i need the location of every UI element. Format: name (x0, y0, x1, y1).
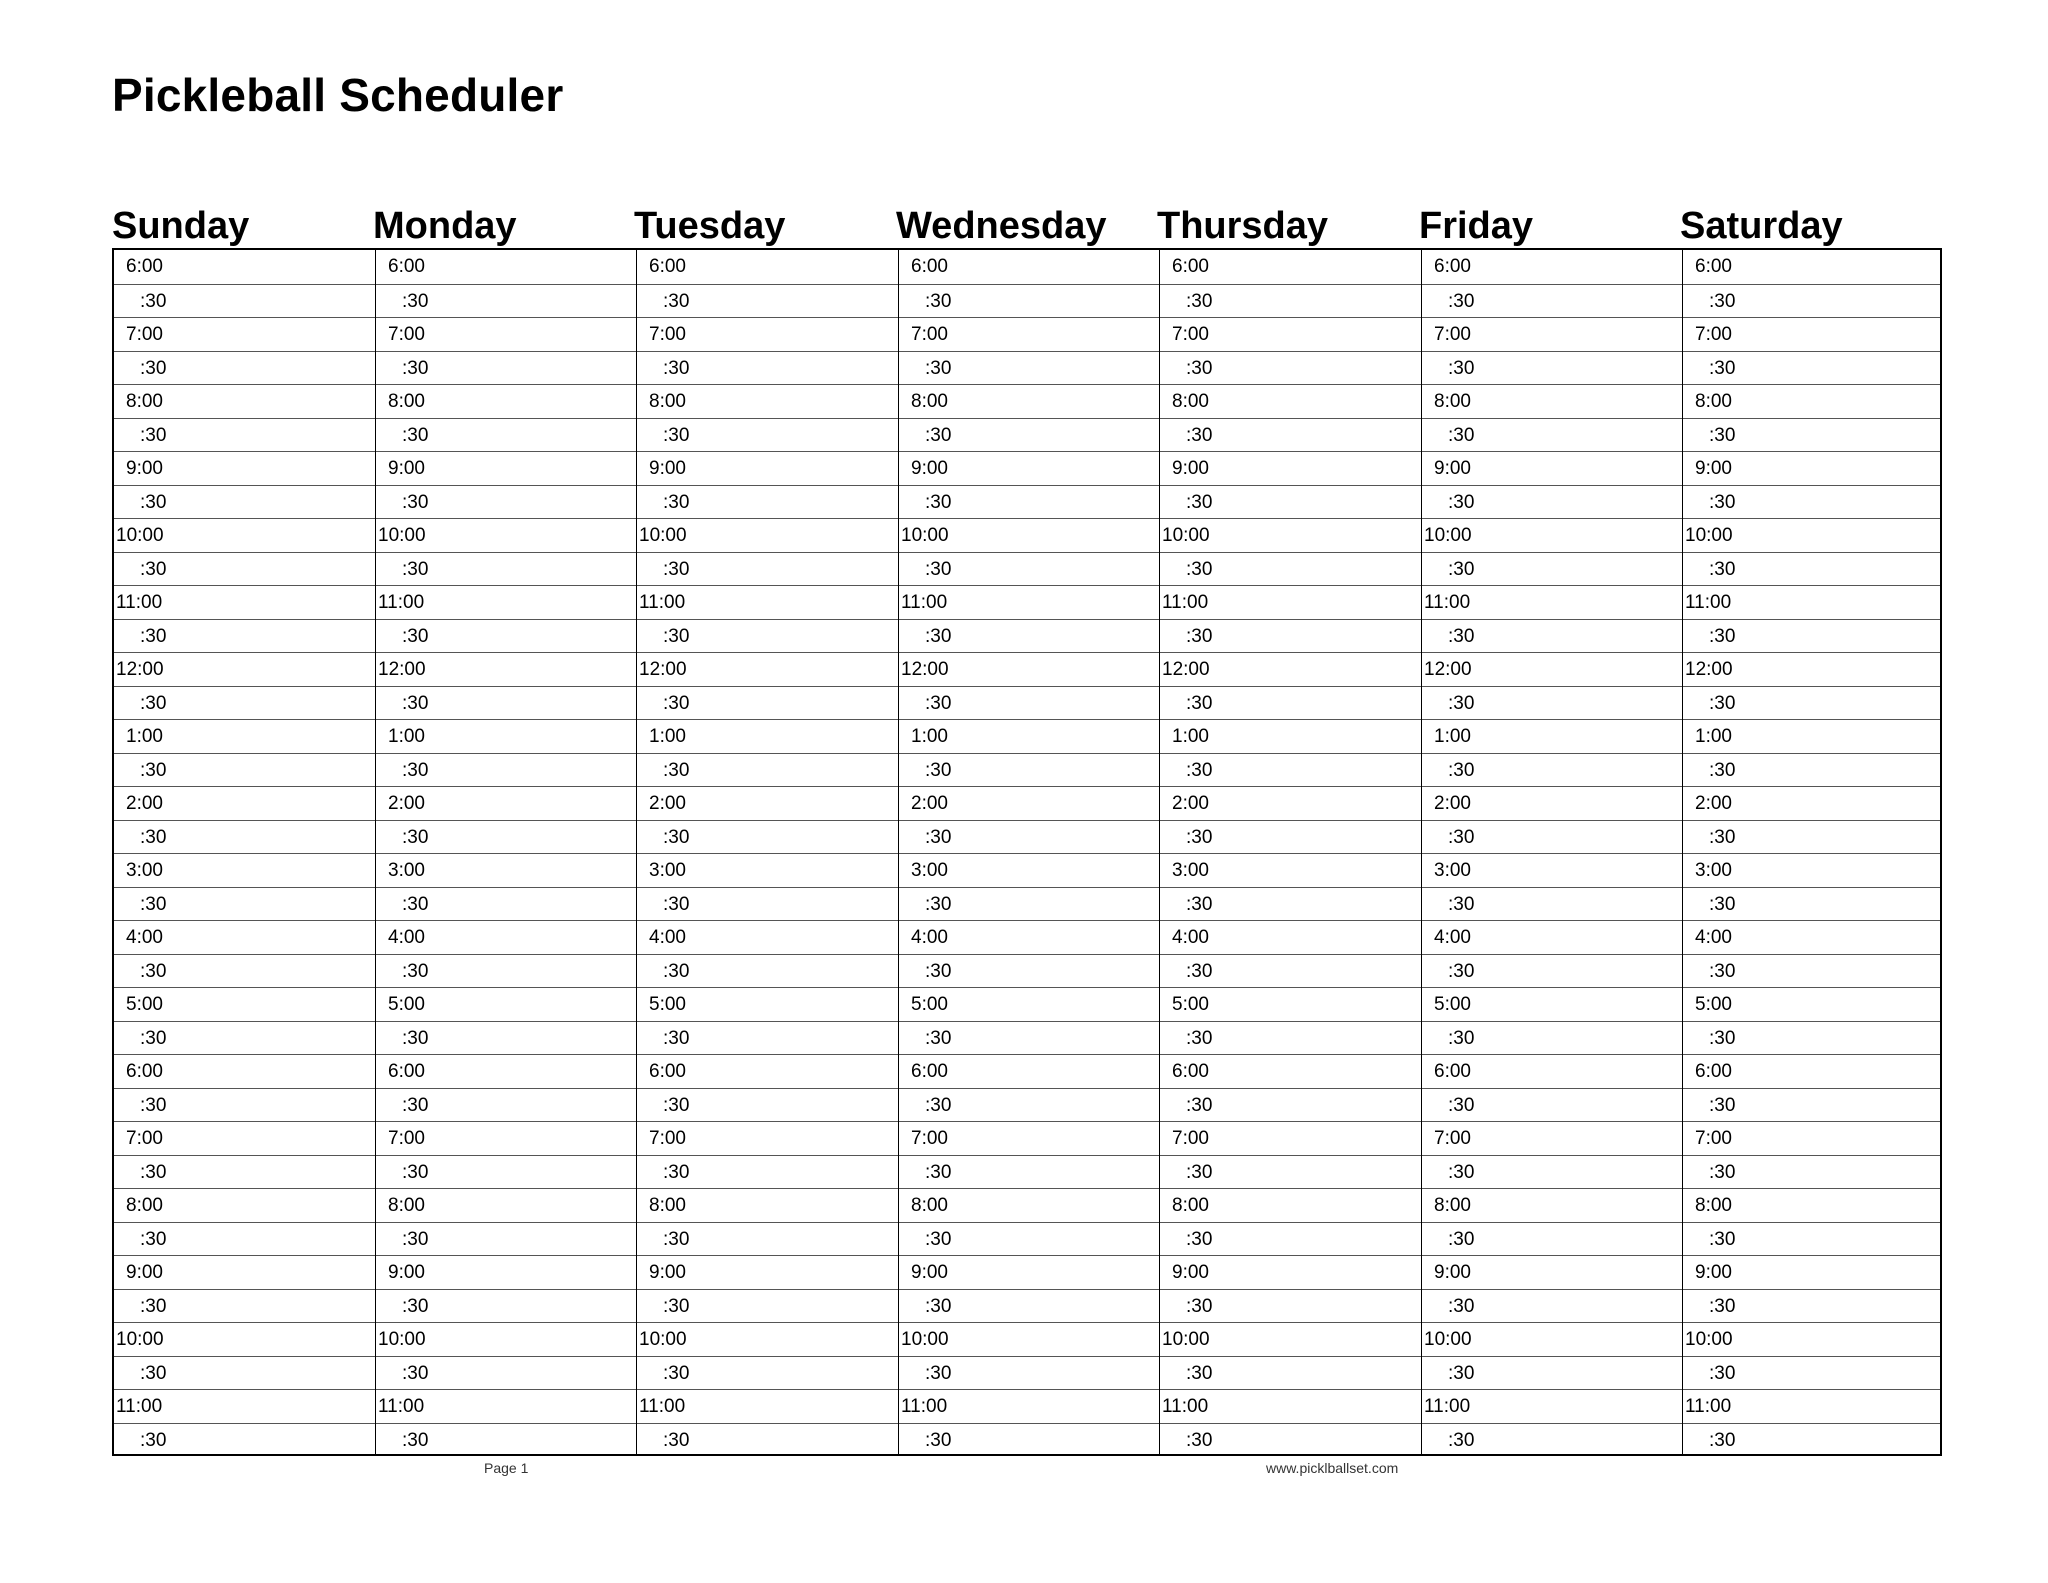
time-slot-cell[interactable]: 11:00 (1422, 1389, 1682, 1423)
time-slot-cell[interactable]: 8:00 (637, 1188, 898, 1222)
time-slot-cell[interactable]: :30 (899, 1021, 1159, 1055)
time-slot-cell[interactable]: 6:00 (114, 1054, 375, 1088)
time-slot-cell[interactable]: 2:00 (114, 786, 375, 820)
time-slot-cell[interactable]: :30 (899, 887, 1159, 921)
time-slot-cell[interactable]: :30 (637, 1423, 898, 1457)
day-header-friday: Friday (1419, 205, 1534, 247)
time-slot-cell[interactable]: 11:00 (1160, 1389, 1421, 1423)
time-slot-cell[interactable]: :30 (637, 1155, 898, 1189)
time-slot-cell[interactable]: 1:00 (1683, 719, 1940, 753)
time-slot-cell[interactable]: 6:00 (1172, 256, 1209, 277)
time-slot-cell[interactable]: :30 (114, 485, 375, 519)
time-slot-cell[interactable]: 11:00 (1683, 1389, 1940, 1423)
time-slot-cell[interactable]: 10:00 (899, 1322, 1159, 1356)
time-slot-cell[interactable]: :30 (1683, 954, 1940, 988)
time-slot-cell[interactable]: :30 (637, 1021, 898, 1055)
time-slot-cell[interactable]: :30 (899, 619, 1159, 653)
time-slot-cell[interactable]: :30 (1160, 820, 1421, 854)
time-slot-cell[interactable]: 9:00 (114, 451, 375, 485)
time-slot-cell[interactable]: :30 (114, 1356, 375, 1390)
time-slot-cell[interactable]: 5:00 (1422, 987, 1682, 1021)
time-slot-cell[interactable]: 1:00 (1422, 719, 1682, 753)
time-slot-cell[interactable]: :30 (376, 1289, 636, 1323)
time-slot-cell[interactable]: 11:00 (637, 585, 898, 619)
time-slot-cell[interactable]: 10:00 (1683, 1322, 1940, 1356)
time-slot-cell[interactable]: :30 (114, 887, 375, 921)
time-slot-cell[interactable]: 3:00 (1160, 853, 1421, 887)
time-slot-cell[interactable]: :30 (1422, 1289, 1682, 1323)
time-slot-cell[interactable]: 4:00 (637, 920, 898, 954)
time-slot-cell[interactable]: :30 (637, 552, 898, 586)
time-slot-cell[interactable]: :30 (637, 619, 898, 653)
time-slot-cell[interactable]: 7:00 (1683, 1121, 1940, 1155)
time-slot-cell[interactable]: :30 (1683, 1356, 1940, 1390)
time-slot-cell[interactable]: :30 (114, 552, 375, 586)
time-slot-cell[interactable]: 7:00 (376, 1121, 636, 1155)
time-slot-cell[interactable]: :30 (1160, 954, 1421, 988)
day-column-sunday (114, 250, 375, 1454)
time-slot-cell[interactable]: :30 (114, 1021, 375, 1055)
time-slot-cell[interactable]: :30 (899, 1088, 1159, 1122)
page-number: Page 1 (484, 1460, 529, 1476)
time-slot-cell[interactable]: 12:00 (899, 652, 1159, 686)
time-slot-cell[interactable]: 9:00 (376, 1255, 636, 1289)
time-slot-cell[interactable]: 10:00 (376, 1322, 636, 1356)
time-slot-cell[interactable]: 10:00 (1160, 1322, 1421, 1356)
time-slot-cell[interactable]: 10:00 (1422, 518, 1682, 552)
time-slot-cell[interactable]: 7:00 (1683, 317, 1940, 351)
time-slot-cell[interactable]: :30 (114, 954, 375, 988)
time-slot-cell[interactable]: :30 (1683, 1088, 1940, 1122)
time-slot-cell[interactable]: :30 (376, 887, 636, 921)
time-slot-cell[interactable]: 6:00 (1695, 256, 1732, 277)
time-slot-cell[interactable]: :30 (114, 1222, 375, 1256)
time-slot-cell[interactable]: 2:00 (376, 786, 636, 820)
time-slot-cell[interactable]: :30 (1160, 1222, 1421, 1256)
time-slot-cell[interactable]: 9:00 (1683, 451, 1940, 485)
time-slot-cell[interactable]: 7:00 (1160, 317, 1421, 351)
time-slot-cell[interactable]: :30 (1422, 1088, 1682, 1122)
time-slot-cell[interactable]: 7:00 (114, 1121, 375, 1155)
time-slot-cell[interactable]: 12:00 (1683, 652, 1940, 686)
time-slot-cell[interactable]: 8:00 (1160, 384, 1421, 418)
time-slot-cell[interactable]: 9:00 (637, 1255, 898, 1289)
time-slot-cell[interactable]: 10:00 (637, 1322, 898, 1356)
time-slot-cell[interactable]: :30 (899, 1289, 1159, 1323)
day-column-thursday (1159, 250, 1421, 1454)
time-slot-cell[interactable]: :30 (1422, 753, 1682, 787)
time-slot-cell[interactable]: 5:00 (114, 987, 375, 1021)
time-slot-cell[interactable]: 6:00 (649, 256, 686, 277)
time-slot-cell[interactable]: :30 (1422, 686, 1682, 720)
time-slot-cell[interactable]: 11:00 (1422, 585, 1682, 619)
time-slot-cell[interactable]: 9:00 (1422, 451, 1682, 485)
time-slot-cell[interactable]: 11:00 (114, 585, 375, 619)
time-slot-cell[interactable]: 11:00 (114, 1389, 375, 1423)
time-slot-cell[interactable]: 7:00 (899, 317, 1159, 351)
time-slot-cell[interactable]: :30 (1683, 686, 1940, 720)
time-slot-cell[interactable]: 12:00 (1160, 652, 1421, 686)
time-slot-cell[interactable]: 5:00 (899, 987, 1159, 1021)
time-slot-cell[interactable]: 6:00 (1422, 1054, 1682, 1088)
time-slot-cell[interactable]: 2:00 (899, 786, 1159, 820)
time-slot-cell[interactable]: 7:00 (637, 317, 898, 351)
time-slot-cell[interactable]: :30 (1683, 351, 1940, 385)
time-slot-cell[interactable]: :30 (637, 284, 898, 318)
time-slot-cell[interactable]: 1:00 (1160, 719, 1421, 753)
day-column-saturday (1682, 250, 1940, 1454)
time-slot-cell[interactable]: :30 (637, 485, 898, 519)
time-slot-cell[interactable]: 4:00 (1160, 920, 1421, 954)
time-slot-cell[interactable]: :30 (1683, 284, 1940, 318)
time-slot-cell[interactable]: :30 (1683, 887, 1940, 921)
time-slot-cell[interactable]: :30 (114, 820, 375, 854)
time-slot-cell[interactable]: 8:00 (899, 384, 1159, 418)
time-slot-cell[interactable]: :30 (1683, 820, 1940, 854)
time-slot-cell[interactable]: :30 (376, 1021, 636, 1055)
day-column-wednesday (898, 250, 1159, 1454)
time-slot-cell[interactable]: :30 (899, 686, 1159, 720)
time-slot-cell[interactable]: :30 (376, 619, 636, 653)
time-slot-cell[interactable]: 12:00 (637, 652, 898, 686)
time-slot-cell[interactable]: :30 (1683, 485, 1940, 519)
time-slot-cell[interactable]: 4:00 (899, 920, 1159, 954)
time-slot-cell[interactable]: :30 (1422, 820, 1682, 854)
time-slot-cell[interactable]: 11:00 (1683, 585, 1940, 619)
time-slot-cell[interactable]: :30 (1160, 1423, 1421, 1457)
time-slot-cell[interactable]: 9:00 (1422, 1255, 1682, 1289)
time-slot-cell[interactable]: :30 (899, 820, 1159, 854)
time-slot-cell[interactable]: 9:00 (1160, 451, 1421, 485)
time-slot-cell[interactable]: 3:00 (637, 853, 898, 887)
time-slot-cell[interactable]: :30 (899, 552, 1159, 586)
time-slot-cell[interactable]: :30 (1683, 753, 1940, 787)
time-slot-cell[interactable]: :30 (1683, 418, 1940, 452)
time-slot-cell[interactable]: :30 (376, 1088, 636, 1122)
time-slot-cell[interactable]: 5:00 (1160, 987, 1421, 1021)
time-slot-cell[interactable]: 2:00 (637, 786, 898, 820)
time-slot-cell[interactable]: :30 (1160, 619, 1421, 653)
time-slot-cell[interactable]: 10:00 (1160, 518, 1421, 552)
time-slot-cell[interactable]: 10:00 (637, 518, 898, 552)
time-slot-cell[interactable]: :30 (1422, 954, 1682, 988)
day-header-row (112, 204, 1942, 248)
time-slot-cell[interactable]: 2:00 (1422, 786, 1682, 820)
time-slot-cell[interactable]: 9:00 (637, 451, 898, 485)
time-slot-cell[interactable]: :30 (376, 820, 636, 854)
time-slot-cell[interactable]: :30 (899, 1155, 1159, 1189)
time-slot-cell[interactable]: :30 (637, 1289, 898, 1323)
time-slot-cell[interactable]: :30 (1160, 1289, 1421, 1323)
time-slot-cell[interactable]: :30 (114, 1423, 375, 1457)
time-slot-cell[interactable]: :30 (376, 351, 636, 385)
time-slot-cell[interactable]: 7:00 (1422, 1121, 1682, 1155)
time-slot-cell[interactable]: 8:00 (1422, 1188, 1682, 1222)
time-slot-cell[interactable]: 1:00 (637, 719, 898, 753)
time-slot-cell[interactable]: :30 (1160, 1155, 1421, 1189)
time-slot-cell[interactable]: 10:00 (1683, 518, 1940, 552)
time-slot-cell[interactable]: :30 (1422, 1356, 1682, 1390)
day-column-monday (375, 250, 636, 1454)
time-slot-cell[interactable]: 5:00 (637, 987, 898, 1021)
time-slot-cell[interactable]: :30 (1160, 351, 1421, 385)
time-slot-cell[interactable]: :30 (1422, 418, 1682, 452)
time-slot-cell[interactable]: :30 (637, 753, 898, 787)
time-slot-cell[interactable]: 2:00 (1160, 786, 1421, 820)
time-slot-cell[interactable]: :30 (1683, 552, 1940, 586)
time-slot-cell[interactable]: :30 (1422, 1155, 1682, 1189)
time-slot-cell[interactable]: 8:00 (899, 1188, 1159, 1222)
time-slot-cell[interactable]: :30 (637, 954, 898, 988)
time-slot-cell[interactable]: 8:00 (1683, 1188, 1940, 1222)
day-header-monday: Monday (373, 205, 517, 247)
time-slot-cell[interactable]: :30 (114, 1088, 375, 1122)
time-slot-cell[interactable]: 12:00 (1422, 652, 1682, 686)
time-slot-cell[interactable]: :30 (637, 686, 898, 720)
day-column-friday (1421, 250, 1682, 1454)
time-slot-cell[interactable]: 4:00 (1422, 920, 1682, 954)
time-slot-cell[interactable]: :30 (1683, 1289, 1940, 1323)
time-slot-cell[interactable]: 2:00 (1683, 786, 1940, 820)
time-slot-cell[interactable]: :30 (899, 954, 1159, 988)
time-slot-cell[interactable]: :30 (1160, 686, 1421, 720)
time-slot-cell[interactable]: 12:00 (376, 652, 636, 686)
time-slot-cell[interactable]: 11:00 (1160, 585, 1421, 619)
time-slot-cell[interactable]: 11:00 (899, 585, 1159, 619)
day-column-tuesday (636, 250, 898, 1454)
time-slot-cell[interactable]: :30 (114, 1289, 375, 1323)
time-slot-cell[interactable]: 4:00 (114, 920, 375, 954)
time-slot-cell[interactable]: 8:00 (1160, 1188, 1421, 1222)
time-slot-cell[interactable]: :30 (899, 1222, 1159, 1256)
time-slot-cell[interactable]: :30 (114, 351, 375, 385)
time-slot-cell[interactable]: :30 (376, 418, 636, 452)
time-slot-cell[interactable]: 6:00 (911, 256, 948, 277)
time-slot-cell[interactable]: 11:00 (376, 585, 636, 619)
time-slot-cell[interactable]: 6:00 (1434, 256, 1471, 277)
time-slot-cell[interactable]: :30 (376, 485, 636, 519)
time-slot-cell[interactable]: 6:00 (126, 256, 163, 277)
time-slot-cell[interactable]: 6:00 (637, 1054, 898, 1088)
time-slot-cell[interactable]: :30 (376, 1423, 636, 1457)
time-slot-cell[interactable]: :30 (376, 1356, 636, 1390)
time-slot-cell[interactable]: :30 (1683, 1021, 1940, 1055)
time-slot-cell[interactable]: 10:00 (376, 518, 636, 552)
time-slot-cell[interactable]: 10:00 (1422, 1322, 1682, 1356)
time-slot-cell[interactable]: :30 (376, 552, 636, 586)
time-slot-cell[interactable]: 8:00 (637, 384, 898, 418)
page-title: Pickleball Scheduler (112, 69, 564, 121)
time-slot-cell[interactable]: :30 (376, 1155, 636, 1189)
time-slot-cell[interactable]: :30 (899, 753, 1159, 787)
time-slot-cell[interactable]: :30 (637, 820, 898, 854)
day-header-sunday: Sunday (112, 205, 250, 247)
time-slot-cell[interactable]: 8:00 (114, 1188, 375, 1222)
time-slot-cell[interactable]: 7:00 (899, 1121, 1159, 1155)
time-slot-cell[interactable]: 6:00 (1683, 1054, 1940, 1088)
time-slot-cell[interactable]: 12:00 (114, 652, 375, 686)
time-slot-cell[interactable]: :30 (1422, 284, 1682, 318)
time-slot-cell[interactable]: :30 (899, 418, 1159, 452)
time-slot-cell[interactable]: :30 (114, 284, 375, 318)
time-slot-cell[interactable]: 10:00 (899, 518, 1159, 552)
time-slot-cell[interactable]: :30 (114, 418, 375, 452)
time-slot-cell[interactable]: :30 (114, 1155, 375, 1189)
time-slot-cell[interactable]: :30 (1422, 887, 1682, 921)
time-slot-cell[interactable]: :30 (1160, 753, 1421, 787)
time-slot-cell[interactable]: :30 (1422, 1222, 1682, 1256)
time-slot-cell[interactable]: :30 (637, 418, 898, 452)
time-slot-cell[interactable]: 11:00 (637, 1389, 898, 1423)
time-slot-cell[interactable]: :30 (637, 887, 898, 921)
time-slot-cell[interactable]: 7:00 (1160, 1121, 1421, 1155)
time-slot-cell[interactable]: 6:00 (899, 1054, 1159, 1088)
time-slot-cell[interactable]: 3:00 (114, 853, 375, 887)
time-slot-cell[interactable]: 9:00 (899, 451, 1159, 485)
time-slot-cell[interactable]: 11:00 (899, 1389, 1159, 1423)
time-slot-cell[interactable]: 1:00 (899, 719, 1159, 753)
day-header-tuesday: Tuesday (634, 205, 786, 247)
time-slot-cell[interactable]: :30 (1422, 1423, 1682, 1457)
time-slot-cell[interactable]: :30 (899, 485, 1159, 519)
time-slot-cell[interactable]: 1:00 (114, 719, 375, 753)
time-slot-cell[interactable]: 9:00 (1683, 1255, 1940, 1289)
footer-url: www.picklballset.com (1266, 1460, 1399, 1476)
time-slot-cell[interactable]: 4:00 (1683, 920, 1940, 954)
time-slot-cell[interactable]: 6:00 (376, 1054, 636, 1088)
time-slot-cell[interactable]: :30 (1160, 284, 1421, 318)
time-slot-cell[interactable]: :30 (1160, 1021, 1421, 1055)
time-slot-cell[interactable]: :30 (1683, 1423, 1940, 1457)
time-slot-cell[interactable]: :30 (376, 284, 636, 318)
time-slot-cell[interactable]: 8:00 (1422, 384, 1682, 418)
time-slot-cell[interactable]: :30 (376, 753, 636, 787)
time-slot-cell[interactable]: :30 (1160, 1356, 1421, 1390)
time-slot-cell[interactable]: 3:00 (899, 853, 1159, 887)
time-slot-cell[interactable]: :30 (1160, 552, 1421, 586)
time-slot-cell[interactable]: 11:00 (376, 1389, 636, 1423)
time-slot-cell[interactable]: 9:00 (114, 1255, 375, 1289)
time-slot-cell[interactable]: :30 (376, 1222, 636, 1256)
time-slot-cell[interactable]: 6:00 (388, 256, 425, 277)
time-slot-cell[interactable]: 8:00 (376, 1188, 636, 1222)
day-header-thursday: Thursday (1157, 205, 1329, 247)
time-slot-cell[interactable]: 3:00 (1683, 853, 1940, 887)
time-slot-cell[interactable]: 9:00 (376, 451, 636, 485)
time-slot-cell[interactable]: :30 (1422, 485, 1682, 519)
time-slot-cell[interactable]: 8:00 (376, 384, 636, 418)
time-slot-cell[interactable]: :30 (1160, 887, 1421, 921)
time-slot-cell[interactable]: 7:00 (376, 317, 636, 351)
time-slot-cell[interactable]: :30 (637, 1088, 898, 1122)
time-slot-cell[interactable]: :30 (1422, 619, 1682, 653)
time-slot-cell[interactable]: 4:00 (376, 920, 636, 954)
time-slot-cell[interactable]: :30 (1160, 1088, 1421, 1122)
time-slot-cell[interactable]: :30 (1422, 351, 1682, 385)
time-slot-cell[interactable]: 5:00 (1683, 987, 1940, 1021)
time-slot-cell[interactable]: 10:00 (114, 1322, 375, 1356)
time-slot-cell[interactable]: :30 (899, 284, 1159, 318)
time-slot-cell[interactable]: 5:00 (376, 987, 636, 1021)
time-slot-cell[interactable]: 6:00 (1160, 1054, 1421, 1088)
time-slot-cell[interactable]: 10:00 (114, 518, 375, 552)
time-slot-cell[interactable]: :30 (637, 1356, 898, 1390)
time-slot-cell[interactable]: 9:00 (1160, 1255, 1421, 1289)
time-slot-cell[interactable]: 1:00 (376, 719, 636, 753)
time-slot-cell[interactable]: :30 (1160, 418, 1421, 452)
time-slot-cell[interactable]: 8:00 (1683, 384, 1940, 418)
time-slot-cell[interactable]: 9:00 (899, 1255, 1159, 1289)
time-slot-cell[interactable]: :30 (1683, 619, 1940, 653)
time-slot-cell[interactable]: :30 (1422, 552, 1682, 586)
time-slot-cell[interactable]: 8:00 (114, 384, 375, 418)
time-slot-cell[interactable]: :30 (1683, 1222, 1940, 1256)
time-slot-cell[interactable]: :30 (376, 686, 636, 720)
time-slot-cell[interactable]: :30 (114, 619, 375, 653)
time-slot-cell[interactable]: 7:00 (114, 317, 375, 351)
day-header-wednesday: Wednesday (896, 205, 1107, 247)
time-slot-cell[interactable]: 7:00 (637, 1121, 898, 1155)
time-slot-cell[interactable]: 3:00 (1422, 853, 1682, 887)
day-header-saturday: Saturday (1680, 205, 1843, 247)
time-slot-cell[interactable]: 7:00 (1422, 317, 1682, 351)
time-slot-cell[interactable]: :30 (1683, 1155, 1940, 1189)
time-slot-cell[interactable]: :30 (114, 753, 375, 787)
schedule-grid (112, 248, 1942, 1456)
time-slot-cell[interactable]: :30 (376, 954, 636, 988)
time-slot-cell[interactable]: :30 (899, 1356, 1159, 1390)
time-slot-cell[interactable]: 3:00 (376, 853, 636, 887)
time-slot-cell[interactable]: :30 (114, 686, 375, 720)
time-slot-cell[interactable]: :30 (637, 1222, 898, 1256)
time-slot-cell[interactable]: :30 (1422, 1021, 1682, 1055)
time-slot-cell[interactable]: :30 (899, 1423, 1159, 1457)
time-slot-cell[interactable]: :30 (899, 351, 1159, 385)
time-slot-cell[interactable]: :30 (1160, 485, 1421, 519)
time-slot-cell[interactable]: :30 (637, 351, 898, 385)
